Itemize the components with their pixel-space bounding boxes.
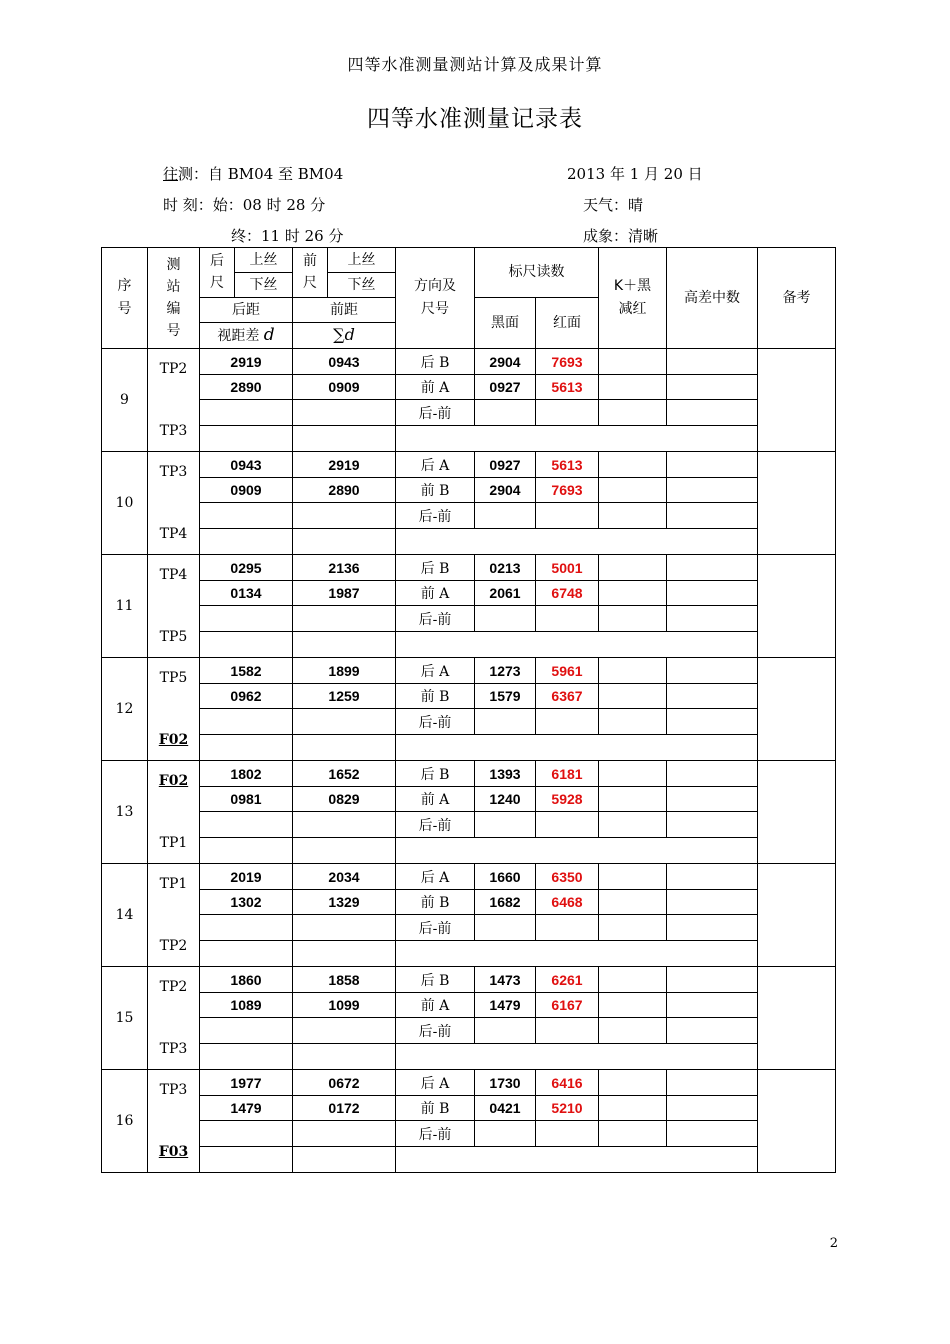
remarks-cell [758,864,836,967]
direction-cell: 后-前 [396,915,475,941]
station-cell [148,452,200,555]
back-upper-cell: 1860 [200,967,293,993]
direction-cell: 前 B [396,478,475,503]
direction-cell: 后-前 [396,606,475,632]
summary-cell [396,426,758,452]
header-back-dist: 后距 [200,298,293,323]
station-label: F02 [158,773,189,789]
station-label: F03 [158,1144,189,1160]
dist-diff-cell [200,941,293,967]
direction-cell: 前 B [396,684,475,709]
black-reading-cell: 0421 [475,1096,536,1121]
front-lower-cell: 1259 [293,684,396,709]
k-cell [599,658,667,684]
header-back-upper: 上丝 [235,248,293,273]
mean-cell [667,1096,758,1121]
direction-cell: 前 B [396,890,475,915]
station-label: TP2 [159,361,188,377]
table-row [102,993,836,1018]
station-label: TP3 [159,1082,188,1098]
station-label: TP1 [159,835,188,851]
dist-diff-cell [200,426,293,452]
direction-cell: 后-前 [396,709,475,735]
front-dist-cell [293,1121,396,1147]
direction-cell: 后 B [396,761,475,787]
mean-cell [667,684,758,709]
table-row [102,581,836,606]
table-row [102,503,836,529]
front-upper-cell: 2919 [293,452,396,478]
back-upper-cell: 0295 [200,555,293,581]
direction-cell: 后 A [396,864,475,890]
cum-diff-cell [293,838,396,864]
back-dist-cell [200,503,293,529]
table-row [102,632,836,658]
back-lower-cell: 2890 [200,375,293,400]
station-label: TP5 [159,629,188,645]
header-cum-diff: ∑d [293,323,396,349]
table-row [102,478,836,503]
table-row [102,1070,836,1096]
front-dist-cell [293,606,396,632]
direction-cell: 后-前 [396,400,475,426]
table-row [102,967,836,993]
table-row [102,684,836,709]
black-reading-cell: 2061 [475,581,536,606]
table-row [102,838,836,864]
seq-cell: 11 [102,555,148,658]
direction-cell: 后 B [396,349,475,375]
mean-cell [667,606,758,632]
direction-cell: 后-前 [396,1018,475,1044]
mean-cell [667,890,758,915]
red-reading-cell [536,709,599,735]
front-upper-cell: 2136 [293,555,396,581]
seq-cell: 13 [102,761,148,864]
station-label: TP1 [159,876,188,892]
back-dist-cell [200,606,293,632]
direction-cell: 前 B [396,1096,475,1121]
back-lower-cell: 0981 [200,787,293,812]
table-row [102,812,836,838]
table-row [102,864,836,890]
header-back-staff: 后尺 [200,248,235,298]
remarks-cell [758,658,836,761]
back-upper-cell: 2919 [200,349,293,375]
k-cell [599,581,667,606]
cum-diff-cell [293,735,396,761]
red-reading-cell [536,1121,599,1147]
red-reading-cell: 5001 [536,555,599,581]
summary-cell [396,632,758,658]
header-direction: 方向及尺号 [396,248,475,349]
summary-cell [396,941,758,967]
k-cell [599,375,667,400]
header-staff-reading: 标尺读数 [475,248,599,298]
direction-cell: 后 B [396,967,475,993]
mean-cell [667,478,758,503]
mean-cell [667,349,758,375]
red-reading-cell [536,503,599,529]
table-row [102,555,836,581]
black-reading-cell [475,709,536,735]
black-reading-cell [475,606,536,632]
red-reading-cell: 6261 [536,967,599,993]
front-lower-cell: 0909 [293,375,396,400]
direction-cell: 前 A [396,993,475,1018]
mean-cell [667,761,758,787]
station-cell [148,864,200,967]
front-lower-cell: 0829 [293,787,396,812]
station-label: TP4 [159,526,188,542]
mean-cell [667,555,758,581]
header-black: 黑面 [475,298,536,349]
header-front-dist: 前距 [293,298,396,323]
table-row [102,1121,836,1147]
table-row [102,1147,836,1173]
mean-cell [667,993,758,1018]
red-reading-cell [536,1018,599,1044]
front-lower-cell: 0172 [293,1096,396,1121]
header-front-lower: 下丝 [328,273,396,298]
red-reading-cell: 7693 [536,349,599,375]
back-dist-cell [200,400,293,426]
table-row [102,709,836,735]
mean-cell [667,400,758,426]
direction-cell: 前 A [396,375,475,400]
red-reading-cell [536,400,599,426]
red-reading-cell [536,606,599,632]
red-reading-cell: 5961 [536,658,599,684]
black-reading-cell: 0927 [475,452,536,478]
mean-cell [667,452,758,478]
k-cell [599,787,667,812]
dist-diff-cell [200,1147,293,1173]
mean-cell [667,658,758,684]
front-upper-cell: 1858 [293,967,396,993]
black-reading-cell: 0213 [475,555,536,581]
dist-diff-cell [200,735,293,761]
k-cell [599,555,667,581]
black-reading-cell: 1682 [475,890,536,915]
front-dist-cell [293,709,396,735]
black-reading-cell: 2904 [475,349,536,375]
station-label: TP3 [159,464,188,480]
table-row [102,349,836,375]
direction-cell: 后 B [396,555,475,581]
table-row [102,606,836,632]
k-cell [599,915,667,941]
front-dist-cell [293,915,396,941]
k-cell [599,761,667,787]
table-row [102,529,836,555]
cum-diff-cell [293,1044,396,1070]
back-lower-cell: 0962 [200,684,293,709]
seq-cell: 9 [102,349,148,452]
black-reading-cell [475,400,536,426]
cum-diff-cell [293,632,396,658]
back-dist-cell [200,1018,293,1044]
seq-cell: 14 [102,864,148,967]
table-row [102,452,836,478]
black-reading-cell: 1479 [475,993,536,1018]
back-lower-cell: 1479 [200,1096,293,1121]
mean-cell [667,864,758,890]
header-remarks: 备考 [758,248,836,349]
black-reading-cell: 2904 [475,478,536,503]
route-text: 测：自 BM04 至 BM04 [178,165,344,183]
mean-cell [667,1121,758,1147]
front-upper-cell: 0672 [293,1070,396,1096]
summary-cell [396,529,758,555]
seq-cell: 10 [102,452,148,555]
table-row [102,761,836,787]
red-reading-cell: 6468 [536,890,599,915]
direction-cell: 后 A [396,452,475,478]
front-lower-cell: 1329 [293,890,396,915]
black-reading-cell: 0927 [475,375,536,400]
remarks-cell [758,452,836,555]
dist-diff-cell [200,632,293,658]
header-station: 测站编号 [148,248,200,349]
mean-cell [667,375,758,400]
red-reading-cell: 6167 [536,993,599,1018]
red-reading-cell [536,812,599,838]
k-cell [599,606,667,632]
header-back-lower: 下丝 [235,273,293,298]
mean-cell [667,709,758,735]
level-record-table [101,247,836,1173]
header-red: 红面 [536,298,599,349]
red-reading-cell: 5613 [536,375,599,400]
black-reading-cell: 1473 [475,967,536,993]
red-reading-cell: 6416 [536,1070,599,1096]
page-title: 四等水准测量记录表 [367,106,583,132]
header-k-black-red: K＋黑减红 [599,248,667,349]
station-cell [148,967,200,1070]
k-cell [599,452,667,478]
red-reading-cell: 7693 [536,478,599,503]
imaging-text: 成象：清晰 [583,227,659,245]
red-reading-cell: 5210 [536,1096,599,1121]
table-row [102,1096,836,1121]
summary-cell [396,1147,758,1173]
front-upper-cell: 2034 [293,864,396,890]
direction-cell: 后-前 [396,503,475,529]
station-label: TP3 [159,1041,188,1057]
header-dist-diff: 视距差 d [200,323,293,349]
red-reading-cell [536,915,599,941]
station-cell [148,1070,200,1173]
back-upper-cell: 1977 [200,1070,293,1096]
date-text: 2013 年 1 月 20 日 [567,165,703,183]
seq-cell: 12 [102,658,148,761]
back-upper-cell: 2019 [200,864,293,890]
back-lower-cell: 0134 [200,581,293,606]
red-reading-cell: 6367 [536,684,599,709]
dist-diff-cell [200,529,293,555]
weather-text: 天气：晴 [583,196,644,214]
mean-cell [667,812,758,838]
station-cell [148,658,200,761]
k-cell [599,812,667,838]
black-reading-cell [475,915,536,941]
seq-cell: 16 [102,1070,148,1173]
remarks-cell [758,967,836,1070]
time-start: 时 刻：始：08 时 28 分 [163,196,326,214]
front-upper-cell: 0943 [293,349,396,375]
back-upper-cell: 1582 [200,658,293,684]
k-cell [599,400,667,426]
summary-cell [396,838,758,864]
direction-cell: 后 A [396,1070,475,1096]
front-dist-cell [293,812,396,838]
k-cell [599,503,667,529]
table-row [102,735,836,761]
k-cell [599,1018,667,1044]
front-lower-cell: 1987 [293,581,396,606]
station-label: TP5 [159,670,188,686]
back-dist-cell [200,1121,293,1147]
table-row [102,890,836,915]
table-row [102,941,836,967]
header-front-staff: 前尺 [293,248,328,298]
red-reading-cell: 6350 [536,864,599,890]
table-row [102,787,836,812]
direction-cell: 前 A [396,581,475,606]
k-cell [599,709,667,735]
k-cell [599,1096,667,1121]
remarks-cell [758,349,836,452]
k-cell [599,967,667,993]
mean-cell [667,1018,758,1044]
direction-cell: 前 A [396,787,475,812]
remarks-cell [758,555,836,658]
front-lower-cell: 2890 [293,478,396,503]
header-front-upper: 上丝 [328,248,396,273]
front-upper-cell: 1652 [293,761,396,787]
table-row [102,1044,836,1070]
front-lower-cell: 1099 [293,993,396,1018]
direction-cell: 后-前 [396,1121,475,1147]
summary-cell [396,1044,758,1070]
direction-cell: 后 A [396,658,475,684]
front-dist-cell [293,503,396,529]
black-reading-cell [475,1018,536,1044]
black-reading-cell [475,503,536,529]
back-dist-cell [200,709,293,735]
station-label: TP2 [159,979,188,995]
table-row [102,400,836,426]
summary-cell [396,735,758,761]
black-reading-cell: 1660 [475,864,536,890]
cum-diff-cell [293,1147,396,1173]
cum-diff-cell [293,941,396,967]
header-seq: 序号 [102,248,148,349]
dist-diff-cell [200,838,293,864]
station-cell [148,761,200,864]
mean-cell [667,967,758,993]
back-dist-cell [200,812,293,838]
mean-cell [667,915,758,941]
route-line [163,163,343,184]
running-head: 四等水准测量测站计算及成果计算 [347,55,603,74]
station-label: TP2 [159,938,188,954]
back-dist-cell [200,915,293,941]
k-cell [599,349,667,375]
back-upper-cell: 1802 [200,761,293,787]
red-reading-cell: 5613 [536,452,599,478]
seq-cell: 15 [102,967,148,1070]
mean-cell [667,787,758,812]
table-row [102,426,836,452]
black-reading-cell: 1240 [475,787,536,812]
k-cell [599,1121,667,1147]
red-reading-cell: 6181 [536,761,599,787]
time-end: 终：11 时 26 分 [231,227,344,245]
mode-label: 往 [163,165,179,183]
remarks-cell [758,1070,836,1173]
k-cell [599,684,667,709]
k-cell [599,1070,667,1096]
k-cell [599,864,667,890]
station-cell [148,349,200,452]
station-label: TP4 [159,567,188,583]
table-row [102,1018,836,1044]
table-row [102,375,836,400]
page-number: 2 [829,1236,838,1251]
station-cell [148,555,200,658]
back-lower-cell: 0909 [200,478,293,503]
dist-diff-cell [200,1044,293,1070]
red-reading-cell: 6748 [536,581,599,606]
back-lower-cell: 1302 [200,890,293,915]
table-row [102,915,836,941]
mean-cell [667,581,758,606]
black-reading-cell: 1730 [475,1070,536,1096]
direction-cell: 后-前 [396,812,475,838]
cum-diff-cell [293,529,396,555]
front-dist-cell [293,1018,396,1044]
black-reading-cell [475,812,536,838]
table-row [102,658,836,684]
mean-cell [667,1070,758,1096]
back-lower-cell: 1089 [200,993,293,1018]
black-reading-cell: 1393 [475,761,536,787]
remarks-cell [758,761,836,864]
station-label: F02 [158,732,189,748]
back-upper-cell: 0943 [200,452,293,478]
black-reading-cell: 1273 [475,658,536,684]
front-upper-cell: 1899 [293,658,396,684]
cum-diff-cell [293,426,396,452]
red-reading-cell: 5928 [536,787,599,812]
k-cell [599,890,667,915]
front-dist-cell [293,400,396,426]
black-reading-cell [475,1121,536,1147]
k-cell [599,478,667,503]
k-cell [599,993,667,1018]
header-mean-height-diff: 高差中数 [667,248,758,349]
black-reading-cell: 1579 [475,684,536,709]
station-label: TP3 [159,423,188,439]
mean-cell [667,503,758,529]
